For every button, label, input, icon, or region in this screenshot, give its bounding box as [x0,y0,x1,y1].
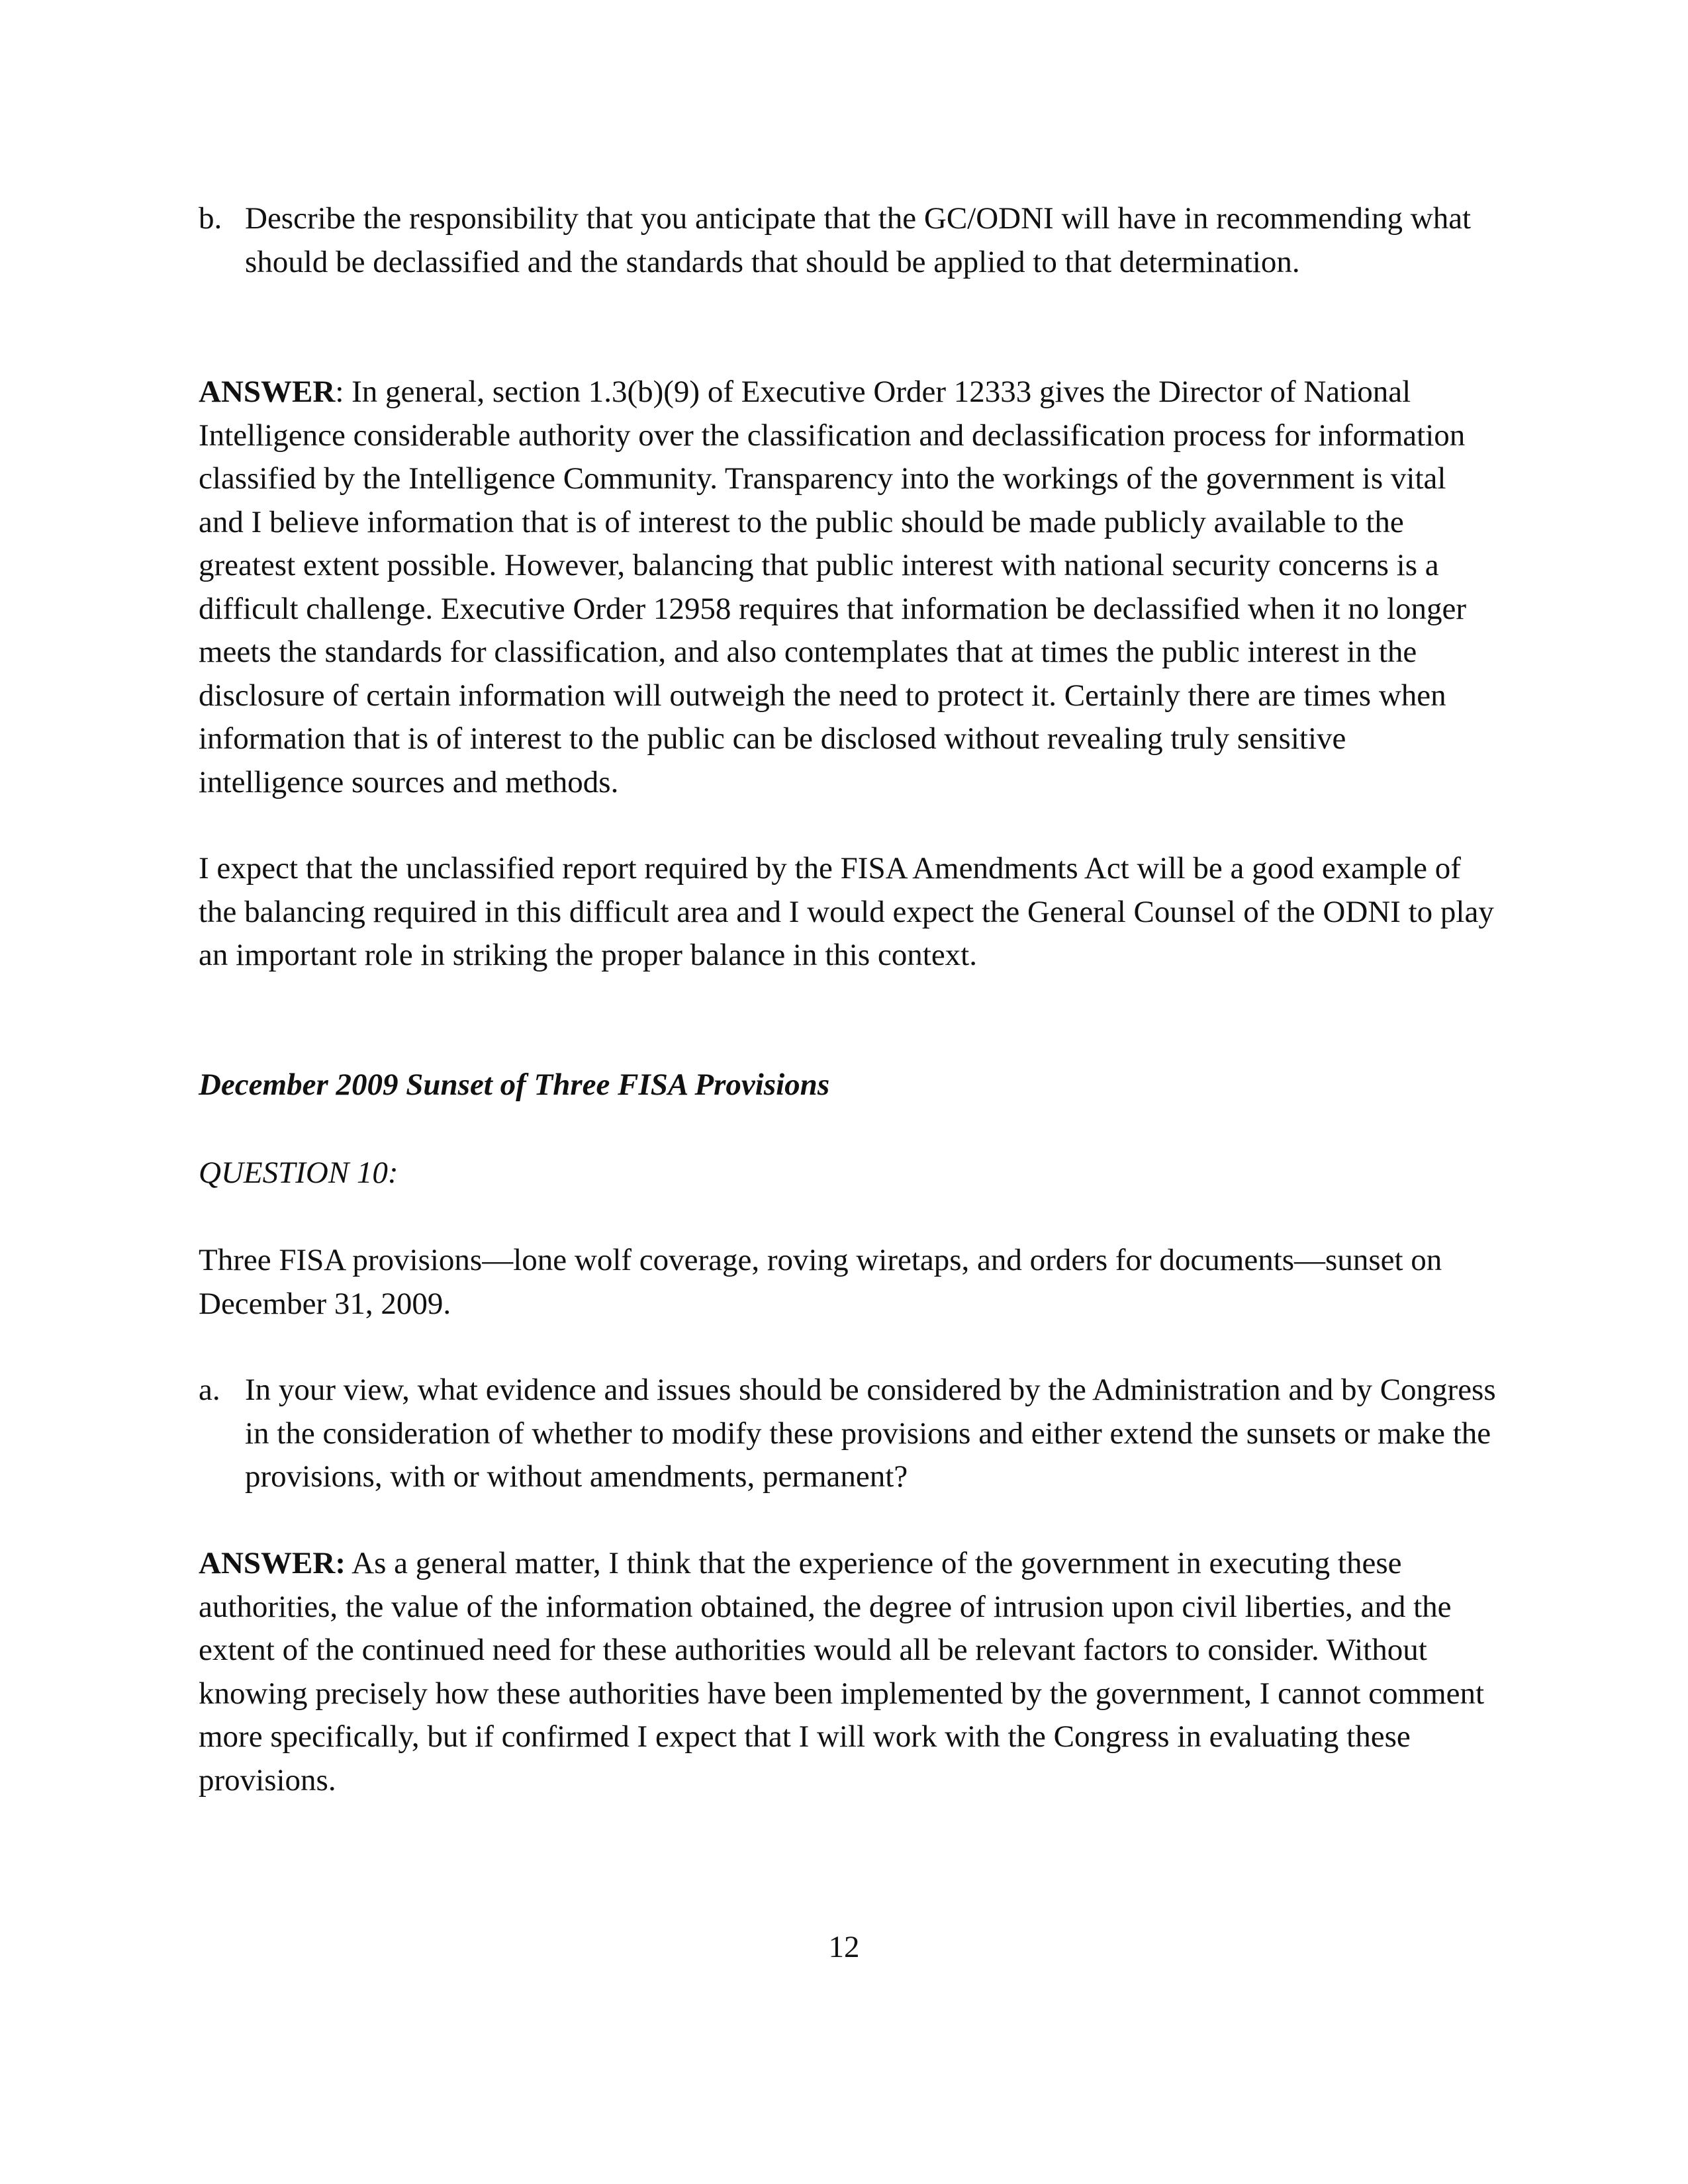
body-paragraph-2-text: I expect that the unclassified report required by the FISA Amendments Act will be a good example of the balancing required in this difficult area and I would expect the General Counsel of the ODNI to play an important role in striking the proper balance in this context. [199,851,1494,972]
question-heading: QUESTION 10: [199,1156,399,1190]
question-intro-text: Three FISA provisions—lone wolf coverage, roving wiretaps, and orders for documents—sunset on December 31, 2009. [199,1243,1442,1321]
answer-paragraph-1 [199,371,1496,804]
list-item-b [199,197,1503,284]
question-intro [199,1239,1496,1326]
section-heading: December 2009 Sunset of Three FISA Provisions [199,1068,830,1102]
answer-paragraph-2 [199,1542,1496,1802]
list-marker-b: b. [199,201,222,236]
answer-text-2: As a general matter, I think that the experience of the government in executing these authorities, the value of the information obtained, the degree of intrusion upon civil liberties, and the extent of the continued need for these authorities would all be relevant factors to consider. Without knowing precisely how these authorities have been implemented by the government, I cannot comment more specifically, but if confirmed I expect that I will work with the Congress in evaluating these provisions. [199,1546,1485,1797]
list-marker-a: a. [199,1373,220,1407]
list-item-b-text: Describe the responsibility that you anticipate that the GC/ODNI will have in recommending what should be declassified and the standards that should be applied to that determination. [245,201,1472,279]
answer-label-1-colon: : [335,375,344,409]
answer-label-2: ANSWER: [199,1546,346,1580]
page-number: 12 [828,1930,860,1964]
list-item-a-text: In your view, what evidence and issues should be considered by the Administration and by Congress in the consideration of whether to modify these provisions and either extend the sunsets or make the provisions, with or without amendments, permanent? [245,1373,1496,1494]
list-item-a [199,1369,1503,1499]
answer-text-1: In general, section 1.3(b)(9) of Executive Order 12333 gives the Director of National Intelligence considerable authority over the classification and declassification process for information classified by the Intelligence Community. Transparency into the workings of the government is vital and I believe information that is of interest to the public should be made publicly available to the greatest extent possible. However, balancing that public interest with national security concerns is a difficult challenge. Executive Order 12958 requires that information be declassified when it no longer meets the standards for classification, and also contemplates that at times the public interest in the disclosure of certain information will outweigh the need to protect it. Certainly there are times when information that is of interest to the public can be disclosed without revealing truly sensitive intelligence sources and methods. [199,375,1467,799]
body-paragraph-2 [199,847,1496,978]
answer-label-1: ANSWER [199,375,336,409]
